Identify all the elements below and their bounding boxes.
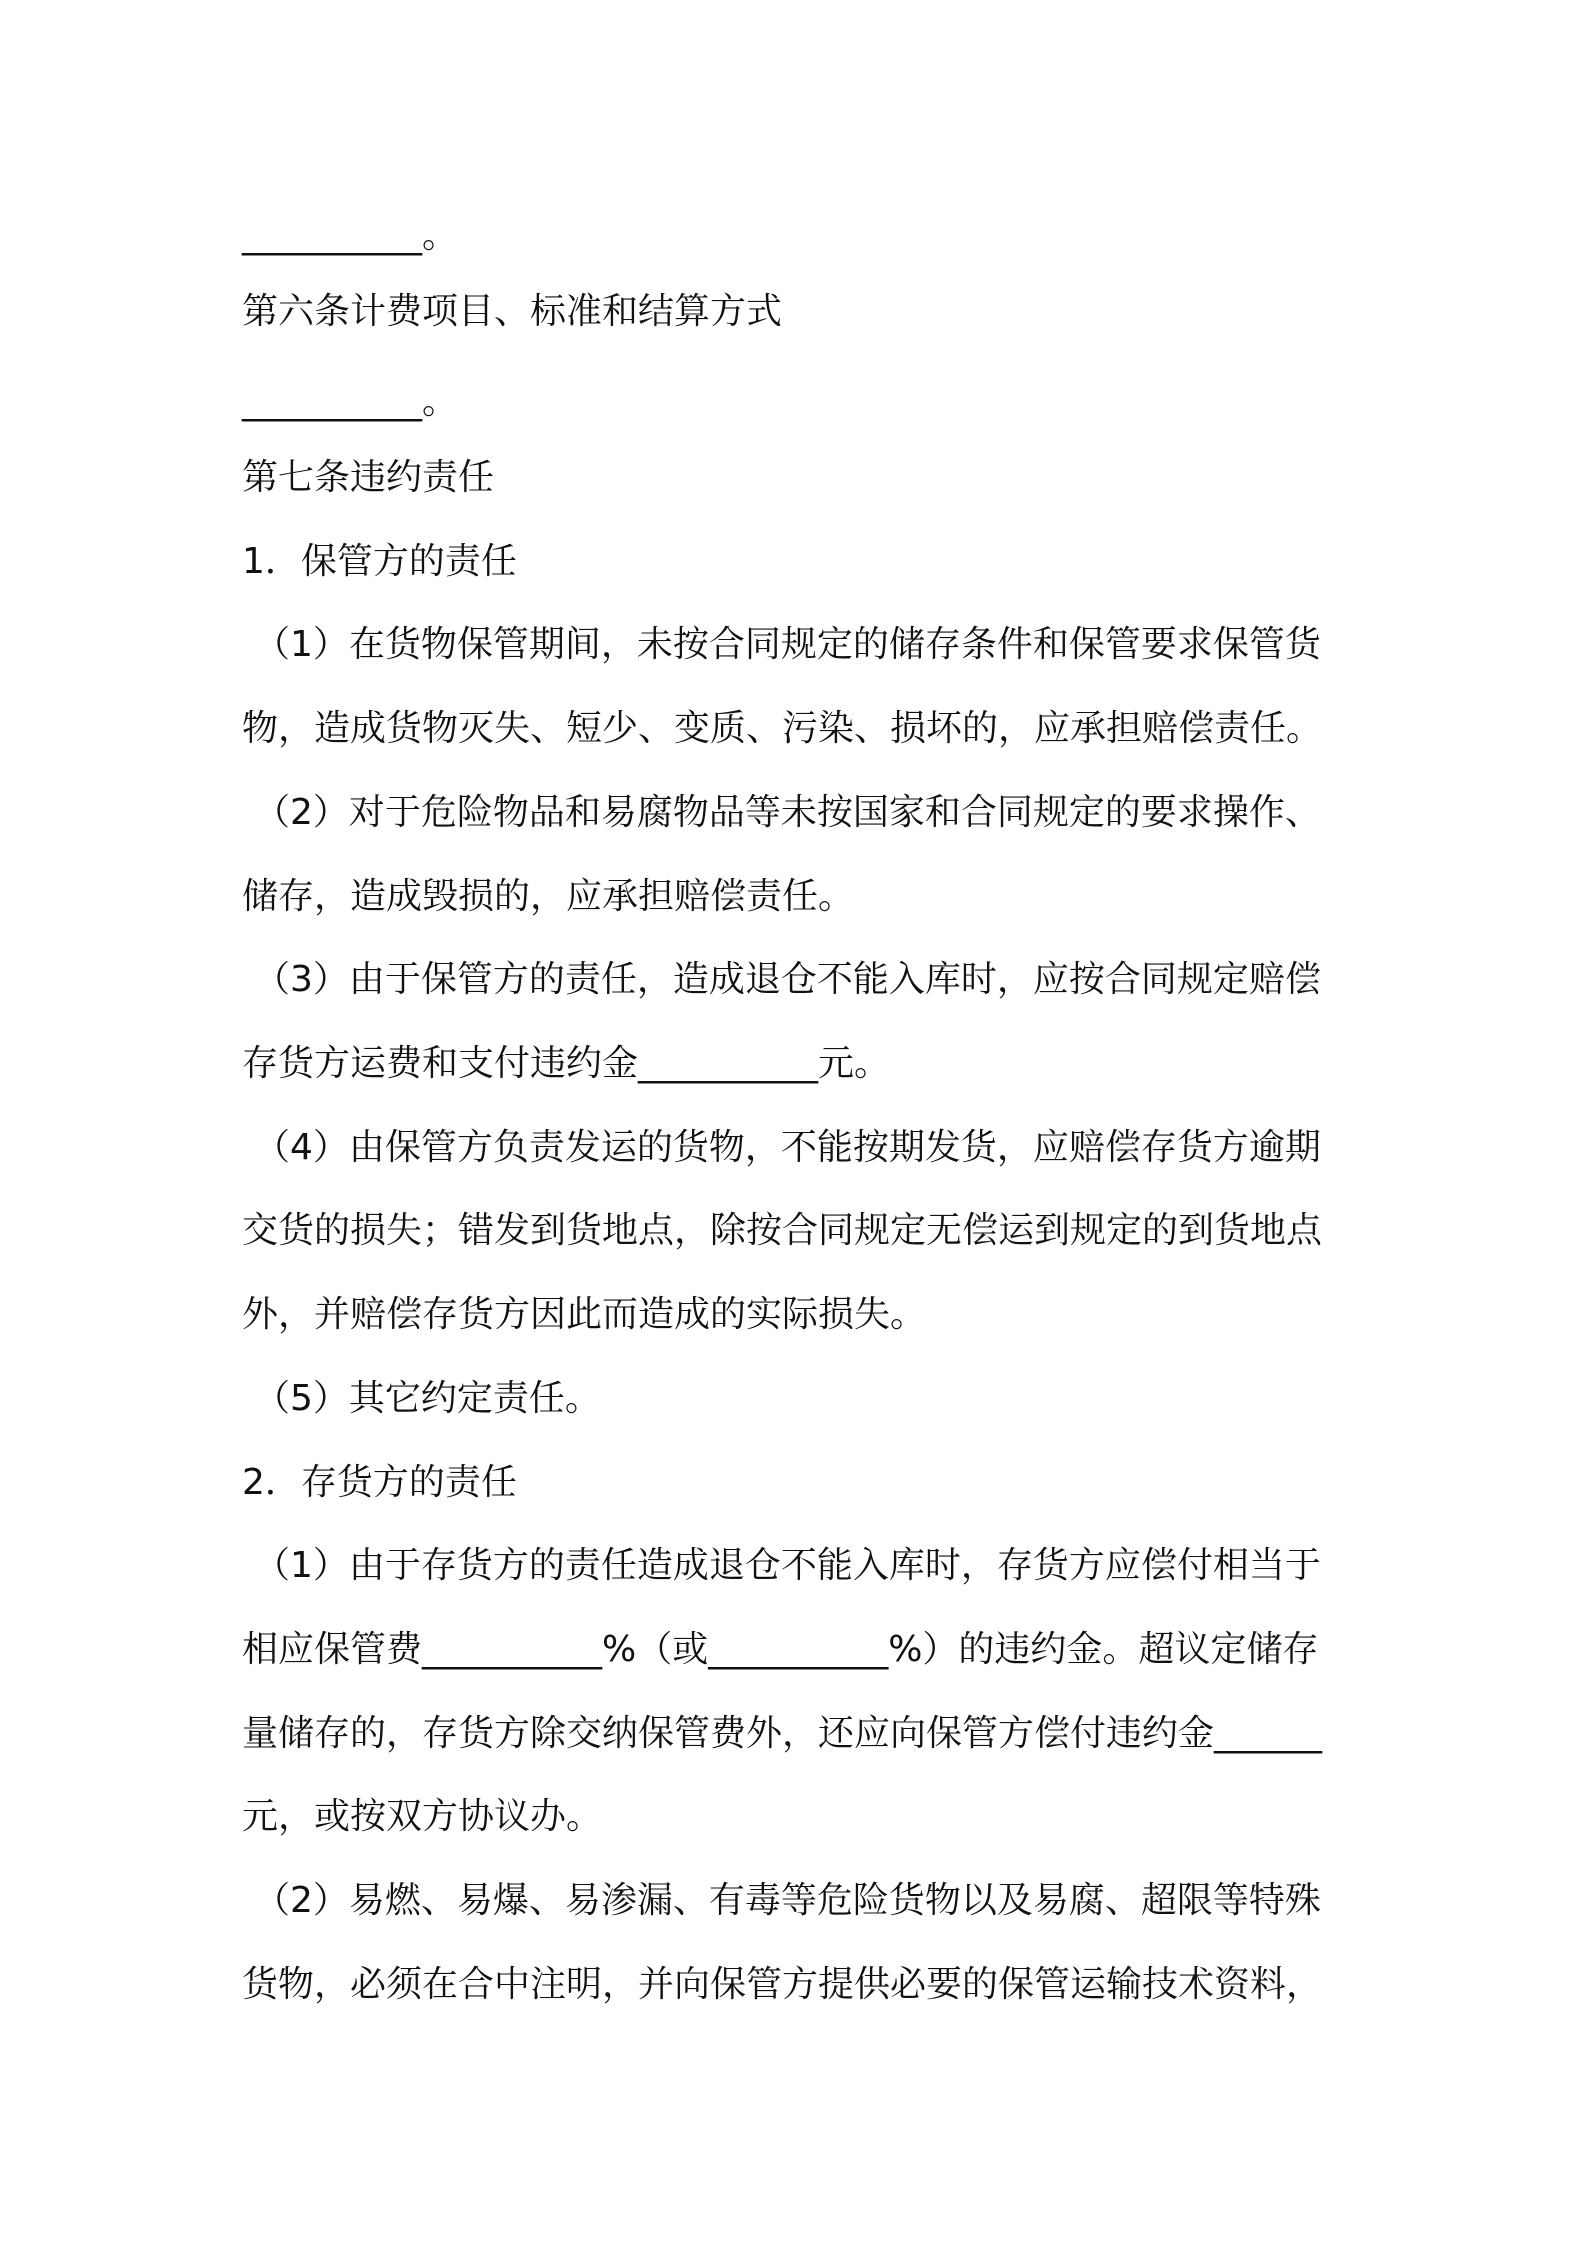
clause-2-1-line-1: （1）由于存货方的责任造成退仓不能入库时，存货方应偿付相当于 [254, 1545, 1321, 1586]
clause-1-2-line-1: （2）对于危险物品和易腐物品等未按国家和合同规定的要求操作、 [254, 792, 1321, 833]
section-1-heading: 1．保管方的责任 [242, 541, 517, 582]
blank-line-2: __________。 [242, 381, 459, 422]
clause-1-4-line-2: 交货的损失；错发到货地点，除按合同规定无偿运到规定的到货地点 [242, 1210, 1323, 1251]
clause-1-2-line-2: 储存，造成毁损的，应承担赔偿责任。 [242, 876, 855, 917]
article-6-heading: 第六条计费项目、标准和结算方式 [242, 291, 783, 332]
clause-1-1-line-1: （1）在货物保管期间，未按合同规定的储存条件和保管要求保管货 [254, 624, 1321, 665]
section-2-heading: 2．存货方的责任 [242, 1462, 517, 1503]
clause-2-1-line-2: 相应保管费__________%（或__________%）的违约金。超议定储存 [242, 1629, 1319, 1670]
clause-1-3-line-1: （3）由于保管方的责任，造成退仓不能入库时，应按合同规定赔偿 [254, 959, 1321, 1000]
clause-2-1-line-4: 元，或按双方协议办。 [242, 1796, 603, 1837]
clause-1-4-line-1: （4）由保管方负责发运的货物，不能按期发货，应赔偿存货方逾期 [254, 1127, 1321, 1168]
clause-2-1-line-3: 量储存的，存货方除交纳保管费外，还应向保管方偿付违约金______ [242, 1713, 1323, 1754]
clause-1-4-line-3: 外，并赔偿存货方因此而造成的实际损失。 [242, 1294, 927, 1335]
article-7-heading: 第七条违约责任 [242, 457, 495, 498]
clause-2-2-line-2: 货物，必须在合中注明，并向保管方提供必要的保管运输技术资料， [242, 1964, 1323, 2005]
clause-1-5-line-1: （5）其它约定责任。 [254, 1378, 601, 1419]
clause-2-2-line-1: （2）易燃、易爆、易渗漏、有毒等危险货物以及易腐、超限等特殊 [254, 1880, 1321, 1921]
clause-1-1-line-2: 物，造成货物灭失、短少、变质、污染、损坏的，应承担赔偿责任。 [242, 708, 1323, 749]
blank-line-1: __________。 [242, 215, 459, 256]
clause-1-3-line-2: 存货方运费和支付违约金__________元。 [242, 1043, 891, 1084]
